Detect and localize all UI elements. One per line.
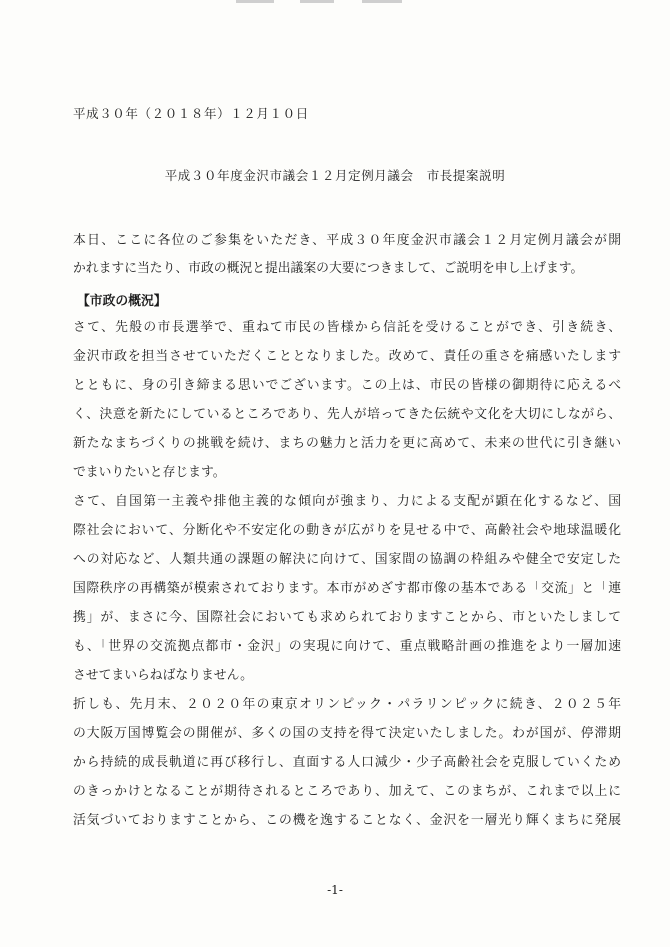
paragraph-line: 際社会において、分断化や不安定化の動きが広がりを見せる中で、高齢社会や地球温暖化 [73, 523, 621, 538]
paragraph-line: 金沢市政を担当させていただくこととなりました。改めて、責任の重さを痛感いたします [73, 349, 621, 364]
document-title: 平成３０年度金沢市議会１２月定例月議会 市長提案説明 [164, 168, 506, 183]
paragraph-line: への対応など、人類共通の課題の解決に向けて、国家間の協調の枠組みや健全で安定した [73, 552, 621, 567]
paragraph-line: く、決意を新たにしているところであり、先人が培ってきた伝統や文化を大切にしながら、 [73, 407, 621, 422]
paragraph-line: 本日、ここに各位のご参集をいただき、平成３０年度金沢市議会１２月定例月議会が開 [73, 233, 621, 248]
scan-edge-mark [362, 0, 402, 3]
paragraph-line: の大阪万国博覧会の開催が、多くの国の支持を得て決定いたしました。わが国が、停滞期 [73, 726, 621, 741]
scan-edge-mark [236, 0, 274, 3]
paragraph-line: 国際秩序の再構築が模索されております。本市がめざす都市像の基本である「交流」と「連 [73, 581, 621, 596]
paragraph-line: とともに、身の引き締まる思いでございます。この上は、市民の皆様の御期待に応えるべ [73, 378, 621, 393]
document-date: 平成３０年（２０１８年）１２月１０日 [73, 106, 309, 121]
paragraph-line: のきっかけとなることが期待されるところであり、加えて、このまちが、これまで以上に [73, 784, 621, 799]
paragraph-line: から持続的成長軌道に再び移行し、直面する人口減少・少子高齢社会を克服していくため [73, 755, 621, 770]
paragraph-line: も、「世界の交流拠点都市・金沢」の実現に向けて、重点戦略計画の推進をより一層加速 [73, 639, 621, 654]
page-number: -1- [327, 883, 343, 897]
paragraph-line: さて、先般の市長選挙で、重ねて市民の皆様から信託を受けることができ、引き続き、 [73, 320, 621, 335]
scan-edge-mark [300, 0, 334, 3]
paragraph-line: さて、自国第一主義や排他主義的な傾向が強まり、力による支配が顕在化するなど、国 [73, 494, 621, 509]
paragraph-line: させてまいらねばなりません。 [73, 668, 253, 683]
paragraph-line: 携」が、まさに今、国際社会においても求められておりますことから、市といたしまして [73, 610, 621, 625]
section-heading: 【市政の概況】 [77, 294, 167, 309]
paragraph-line: かれますに当たり、市政の概況と提出議案の大要につきまして、ご説明を申し上げます。 [73, 261, 584, 276]
paragraph-line: 新たなまちづくりの挑戦を続け、まちの魅力と活力を更に高めて、未来の世代に引き継い [73, 436, 621, 451]
paragraph-line: でまいりたいと存じます。 [73, 465, 226, 480]
paragraph-line: 活気づいておりますことから、この機を逸することなく、金沢を一層光り輝くまちに発展 [73, 813, 621, 828]
paragraph-line: 折しも、先月末、２０２０年の東京オリンピック・パラリンピックに続き、２０２５年 [73, 697, 621, 712]
